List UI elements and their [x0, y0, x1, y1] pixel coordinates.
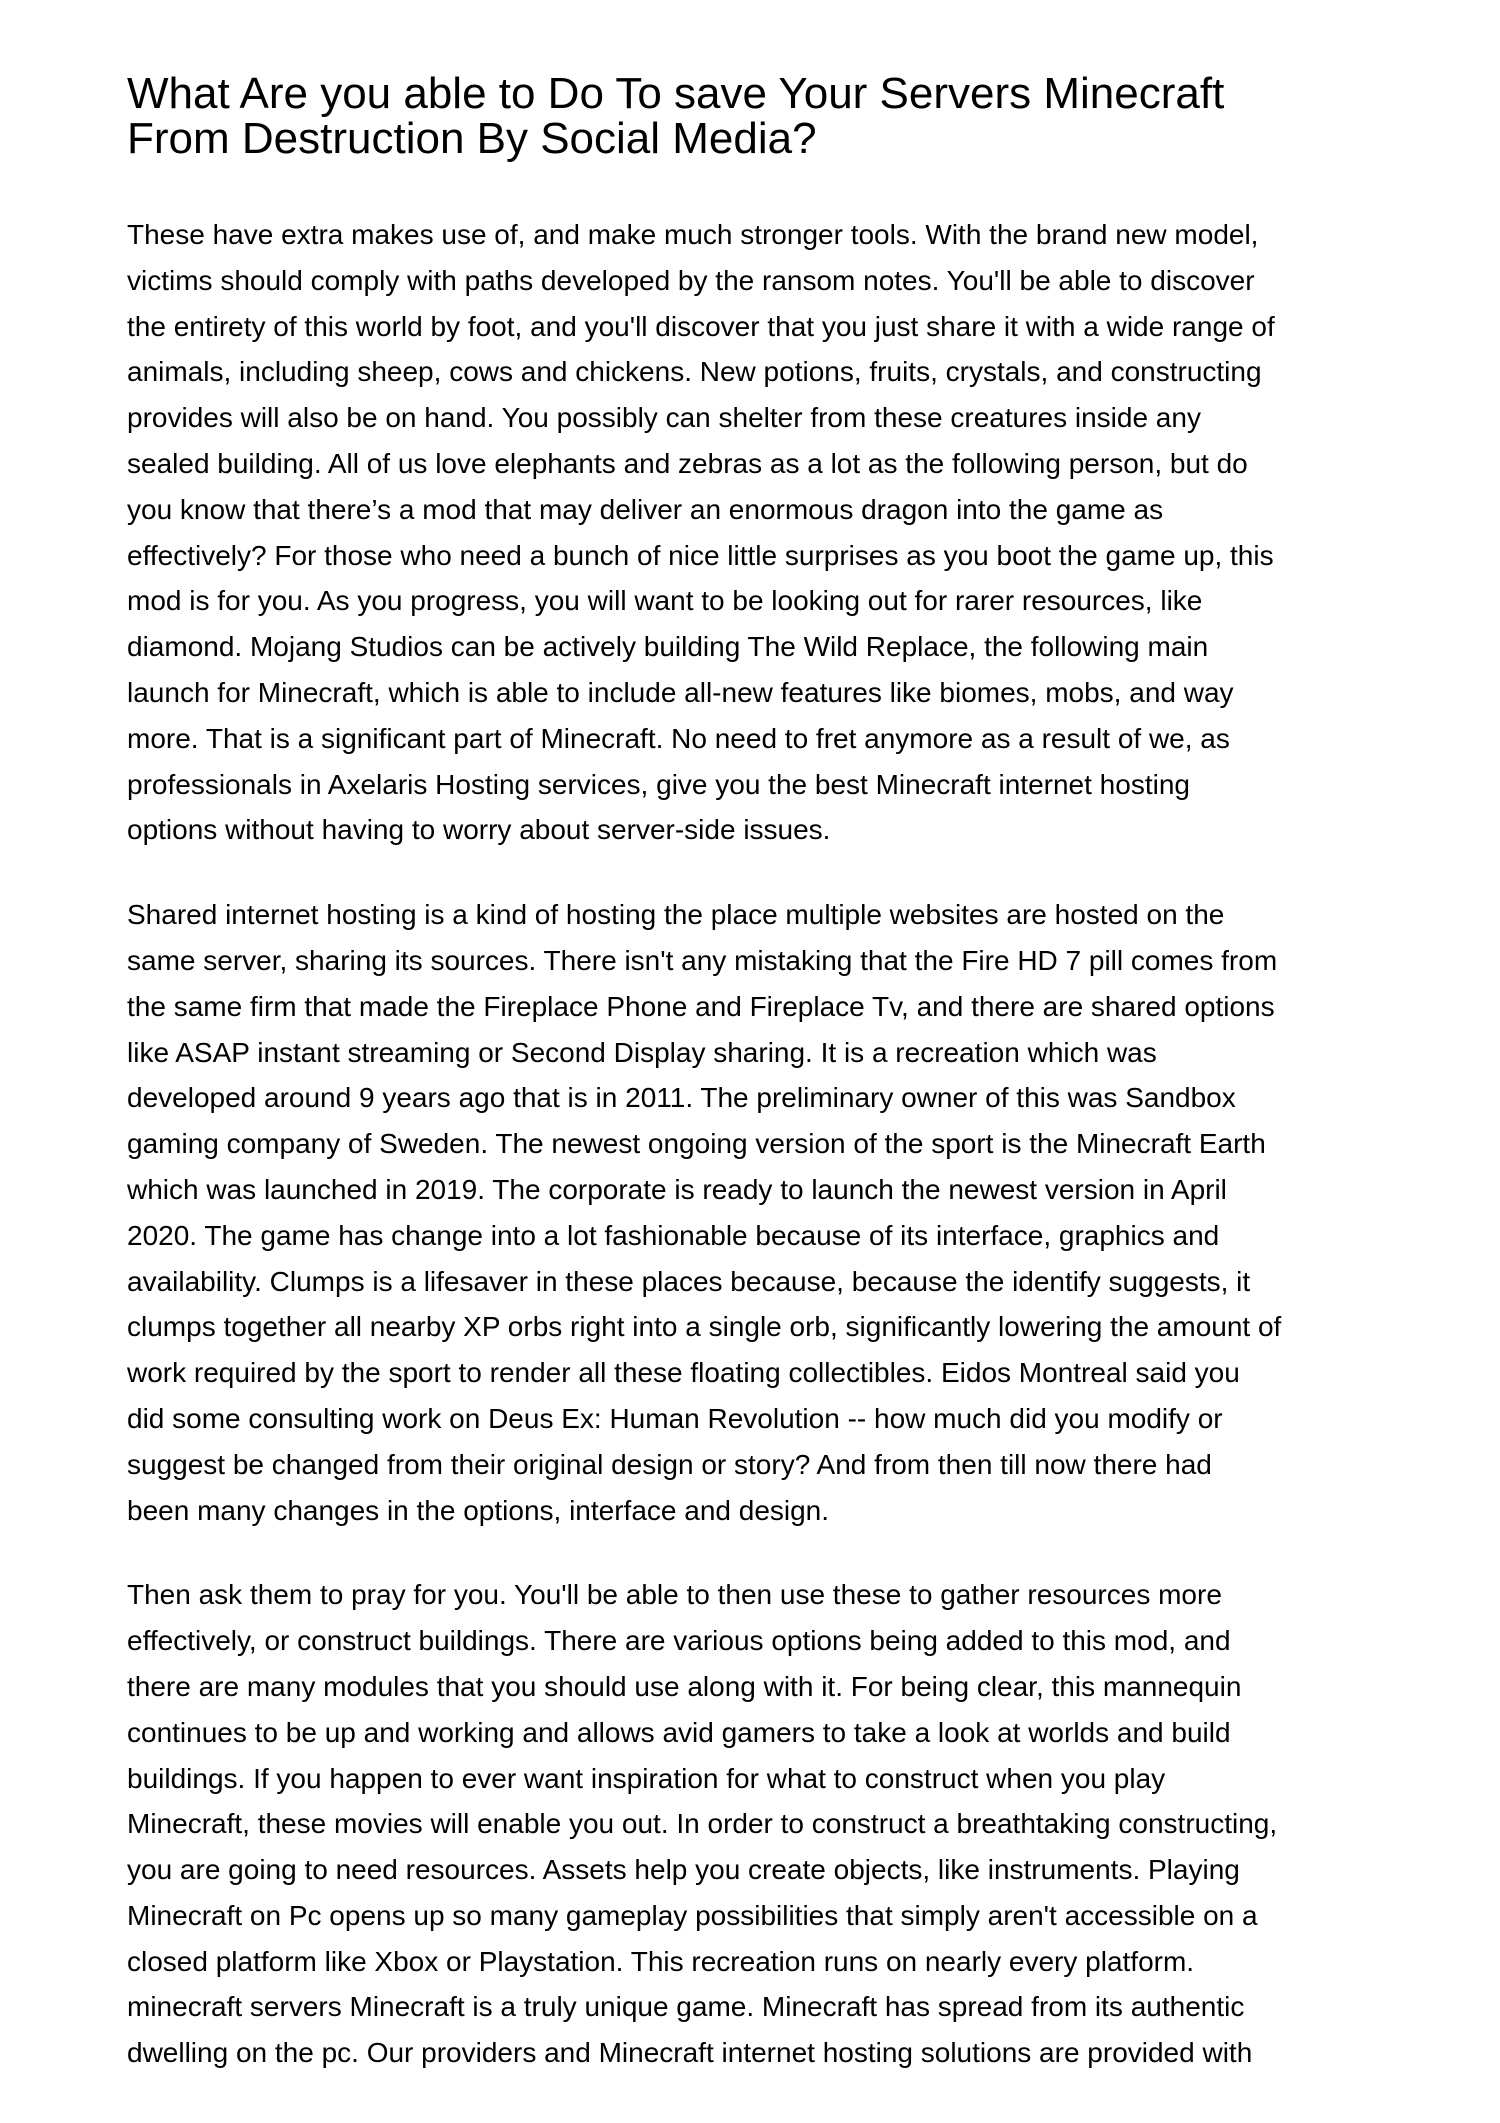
- text-line: did some consulting work on Deus Ex: Human Revolution -- how much did you modify or: [127, 1402, 1223, 1434]
- text-line: clumps together all nearby XP orbs right into a single orb, significantly lowering the amount of: [127, 1311, 1282, 1343]
- document-title: [127, 71, 1387, 161]
- text-line: there are many modules that you should use along with it. For being clear, this mannequin: [127, 1670, 1242, 1702]
- text-line: animals, including sheep, cows and chickens. New potions, fruits, crystals, and constructing: [127, 356, 1262, 388]
- text-line: gaming company of Sweden. The newest ongoing version of the sport is the Minecraft Earth: [127, 1128, 1266, 1160]
- title-line: From Destruction By Social Media?: [127, 114, 817, 163]
- document-body: [127, 212, 1387, 2076]
- document-page: [127, 71, 1387, 2115]
- text-line: Then ask them to pray for you. You'll be able to then use these to gather resources more: [127, 1579, 1222, 1611]
- text-line: sealed building. All of us love elephants and zebras as a lot as the following person, but do: [127, 447, 1248, 479]
- text-line: These have extra makes use of, and make much stronger tools. With the brand new model,: [127, 219, 1259, 250]
- text-line: dwelling on the pc. Our providers and Minecraft internet hosting solutions are provided with: [127, 2037, 1253, 2069]
- text-line: professionals in Axelaris Hosting services, give you the best Minecraft internet hosting: [127, 768, 1190, 800]
- text-line: buildings. If you happen to ever want inspiration for what to construct when you play: [127, 1762, 1166, 1794]
- text-line: which was launched in 2019. The corporate is ready to launch the newest version in April: [127, 1173, 1227, 1205]
- text-line: suggest be changed from their original design or story? And from then till now there had: [127, 1448, 1212, 1480]
- text-line: the entirety of this world by foot, and you'll discover that you just share it with a wide range of: [127, 310, 1275, 342]
- text-line: developed around 9 years ago that is in 2011. The preliminary owner of this was Sandbox: [127, 1082, 1236, 1114]
- text-line: you know that there’s a mod that may deliver an enormous dragon into the game as: [127, 493, 1164, 525]
- text-line: closed platform like Xbox or Playstation. This recreation runs on nearly every platform.: [127, 1945, 1195, 1977]
- text-line: provides will also be on hand. You possibly can shelter from these creatures inside any: [127, 402, 1201, 434]
- text-line: effectively? For those who need a bunch of nice little surprises as you boot the game up, this: [127, 539, 1274, 571]
- paragraph-1: [127, 212, 1387, 853]
- text-line: Minecraft, these movies will enable you out. In order to construct a breathtaking constructing,: [127, 1808, 1278, 1840]
- text-line: Shared internet hosting is a kind of hosting the place multiple websites are hosted on the: [127, 899, 1225, 931]
- text-line: same server, sharing its sources. There isn't any mistaking that the Fire HD 7 pill comes from: [127, 944, 1278, 976]
- text-line: like ASAP instant streaming or Second Display sharing. It is a recreation which was: [127, 1036, 1157, 1068]
- paragraph-3: [127, 1572, 1387, 2076]
- text-line: more. That is a significant part of Minecraft. No need to fret anymore as a result of we, as: [127, 722, 1230, 754]
- text-line: been many changes in the options, interface and design.: [127, 1494, 830, 1526]
- text-line: you are going to need resources. Assets help you create objects, like instruments. Playing: [127, 1854, 1240, 1886]
- text-line: minecraft servers Minecraft is a truly unique game. Minecraft has spread from its authentic: [127, 1991, 1245, 2023]
- text-line: 2020. The game has change into a lot fashionable because of its interface, graphics and: [127, 1219, 1220, 1251]
- text-line: the same firm that made the Fireplace Phone and Fireplace Tv, and there are shared options: [127, 990, 1275, 1022]
- paragraph-2: [127, 892, 1387, 1533]
- title-line: What Are you able to Do To save Your Servers Minecraft: [127, 69, 1225, 118]
- text-line: options without having to worry about server-side issues.: [127, 814, 831, 846]
- text-line: victims should comply with paths developed by the ransom notes. You'll be able to discover: [127, 264, 1255, 296]
- text-line: diamond. Mojang Studios can be actively building The Wild Replace, the following main: [127, 631, 1209, 663]
- text-line: work required by the sport to render all these floating collectibles. Eidos Montreal said you: [127, 1357, 1240, 1389]
- text-line: effectively, or construct buildings. There are various options being added to this mod, and: [127, 1625, 1231, 1657]
- text-line: launch for Minecraft, which is able to include all-new features like biomes, mobs, and way: [127, 676, 1234, 708]
- text-line: availability. Clumps is a lifesaver in these places because, because the identify suggests, it: [127, 1265, 1251, 1297]
- text-line: continues to be up and working and allows avid gamers to take a look at worlds and build: [127, 1716, 1231, 1748]
- text-line: mod is for you. As you progress, you will want to be looking out for rarer resources, like: [127, 585, 1203, 617]
- text-line: Minecraft on Pc opens up so many gameplay possibilities that simply aren't accessible on a: [127, 1899, 1258, 1931]
